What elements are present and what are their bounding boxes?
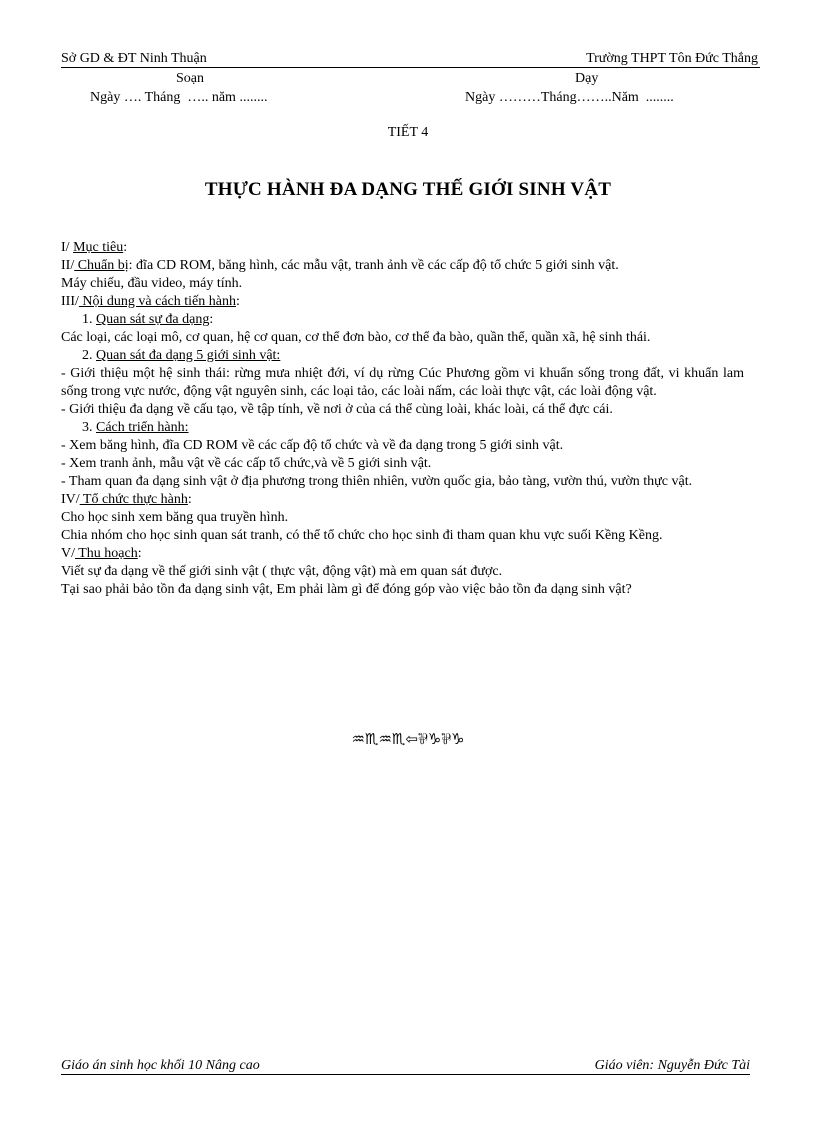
day-date: Ngày ………Tháng……..Năm ........ xyxy=(465,90,674,105)
subsection-3-bullet-1: - Xem băng hình, đĩa CD ROM về các cấp độ tổ chức và về đa dạng trong 5 giới sinh vật. xyxy=(61,438,564,453)
subsection-1-heading xyxy=(61,311,744,329)
subsection-2-bullet-2: - Giới thiệu đa dạng về cấu tạo, về tập tính, về nơi ở của cá thể cùng loài, khác loài, cá thể đực cái. xyxy=(61,402,613,417)
section-4-text-2: Chia nhóm cho học sinh quan sát tranh, có thể tổ chức cho học sinh đi tham quan khu vực suối Kềng Kềng. xyxy=(61,528,663,543)
soan-date: Ngày …. Tháng ….. năm ........ xyxy=(90,90,268,105)
section-3-number: III/ xyxy=(61,294,79,309)
section-5-text-1: Viết sự đa dạng về thế giới sinh vật ( thực vật, động vật) mà em quan sát được. xyxy=(61,564,503,579)
lesson-title: THỰC HÀNH ĐA DẠNG THẾ GIỚI SINH VẬT xyxy=(204,179,612,200)
footer-course: Giáo án sinh học khối 10 Nâng cao xyxy=(61,1058,260,1073)
footer-teacher: Giáo viên: Nguyễn Đức Tài xyxy=(594,1058,750,1073)
subsection-2-heading xyxy=(61,347,744,365)
lesson-number: TIẾT 4 xyxy=(387,125,429,140)
section-2-text-2: Máy chiếu, đầu video, máy tính. xyxy=(61,276,243,291)
page-footer xyxy=(61,1057,750,1075)
subsection-3-number: 3. xyxy=(82,420,93,435)
section-3-colon: : xyxy=(235,294,240,309)
lesson-body xyxy=(61,239,744,599)
subsection-1-text: Các loại, các loại mô, cơ quan, hệ cơ quan, cơ thể đơn bào, cơ thể đa bào, quần thể, quần xã, hệ sinh thái. xyxy=(61,330,651,345)
soan-label: Soạn xyxy=(176,71,204,86)
section-5-title: Thu hoạch xyxy=(75,546,138,561)
section-5-colon: : xyxy=(137,546,142,561)
section-4-title: Tổ chức thực hành xyxy=(79,492,188,507)
section-2-title: Chuẩn bị xyxy=(74,258,129,273)
page-header xyxy=(61,51,760,68)
section-2-text: : đĩa CD ROM, băng hình, các mẫu vật, tranh ảnh về các cấp độ tổ chức 5 giới sinh vật. xyxy=(128,258,619,273)
section-1-colon: : xyxy=(123,240,128,255)
ornament-divider: ♒♏♒♏⇦⅌♑⅌♑ xyxy=(351,730,465,748)
subsection-2-title: Quan sát đa dạng 5 giới sinh vật: xyxy=(96,348,281,363)
subsection-3-title: Cách triển hành: xyxy=(96,420,189,435)
section-5-text-2: Tại sao phải bảo tồn đa dạng sinh vật, Em phải làm gì để đóng góp vào việc bảo tồn đa dạng sinh vật? xyxy=(61,582,632,597)
subsection-2-bullet-1: - Giới thiệu một hệ sinh thái: rừng mưa nhiệt đới, ví dụ rừng Cúc Phương gồm vi khuẩn sống trong đất, vi khuẩn lam sống trong vực nước, động vật nguyên sinh, các loại tảo, các loài nấm, các loài thực vật, các loài động vật. xyxy=(61,366,744,399)
section-1-title: Mục tiêu xyxy=(73,240,124,255)
section-1-number: I/ xyxy=(61,240,70,255)
section-4-text-1: Cho học sinh xem băng qua truyền hình. xyxy=(61,510,289,525)
subsection-1-colon: : xyxy=(209,312,214,327)
section-4-heading xyxy=(61,491,744,509)
section-2-paragraph xyxy=(61,257,744,275)
subsection-1-title: Quan sát sự đa dạng xyxy=(96,312,210,327)
subsection-3-heading xyxy=(61,419,744,437)
header-school: Trường THPT Tôn Đức Thắng xyxy=(586,51,758,66)
section-2-number: II/ xyxy=(61,258,75,273)
section-3-heading xyxy=(61,293,744,311)
subsection-3-bullet-3: - Tham quan đa dạng sinh vật ở địa phương trong thiên nhiên, vườn quốc gia, bảo tàng, vườn thú, vườn thực vật. xyxy=(61,474,693,489)
header-department: Sở GD & ĐT Ninh Thuận xyxy=(61,51,207,66)
section-3-title: Nội dung và cách tiến hành xyxy=(78,294,236,309)
section-1-heading xyxy=(61,239,744,257)
day-label: Dạy xyxy=(575,71,599,86)
subsection-2-number: 2. xyxy=(82,348,93,363)
section-4-number: IV/ xyxy=(61,492,80,507)
section-5-heading xyxy=(61,545,744,563)
section-4-colon: : xyxy=(187,492,192,507)
section-5-number: V/ xyxy=(61,546,75,561)
subsection-3-bullet-2: - Xem tranh ảnh, mẫu vật về các cấp tổ chức,và về 5 giới sinh vật. xyxy=(61,456,432,471)
subsection-1-number: 1. xyxy=(82,312,93,327)
